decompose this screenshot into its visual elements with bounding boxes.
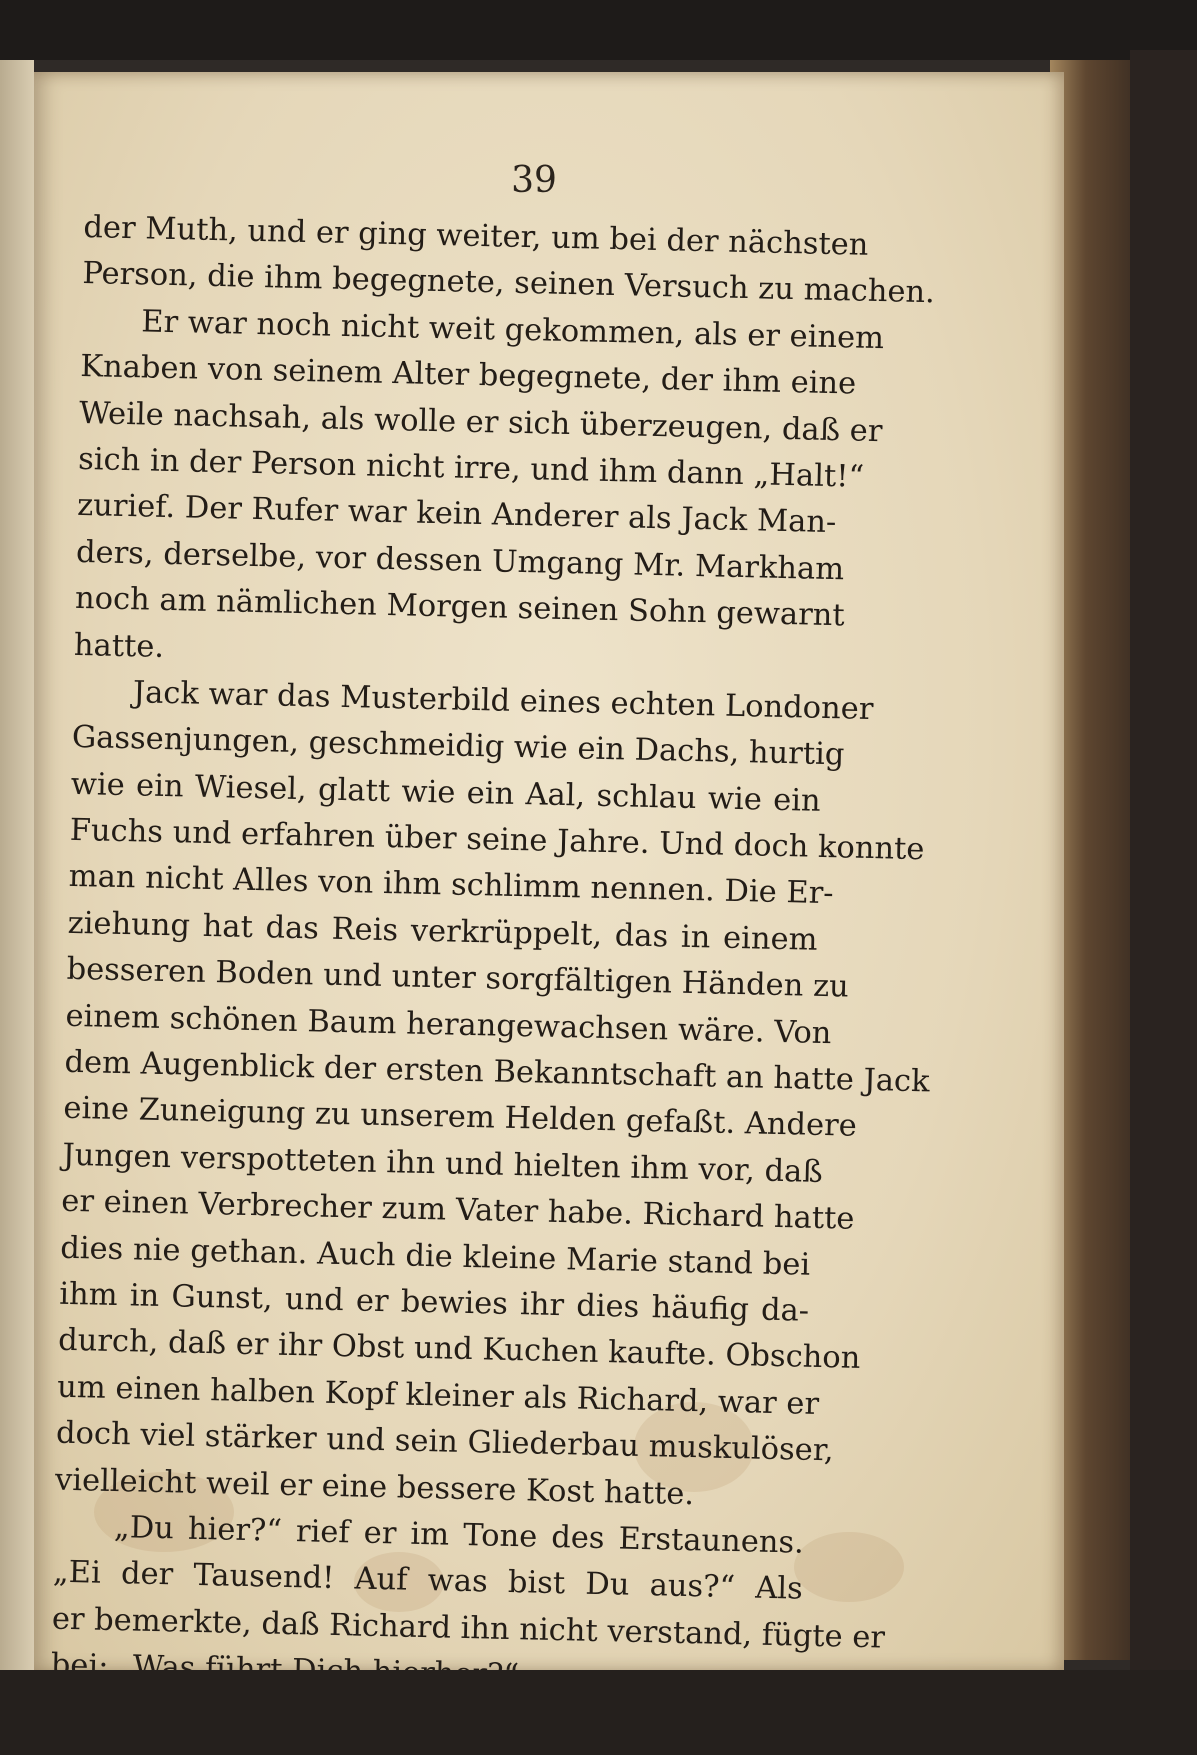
text-line: dies nie gethan. Auch die kleine Marie stand bei <box>59 1230 811 1283</box>
text-line: hatte. <box>73 627 165 665</box>
text-line: Weile nachsah, als wolle er sich überzeugen, daß er <box>78 395 883 449</box>
text-line: einem schönen Baum herangewachsen wäre. Von <box>65 998 832 1051</box>
page-number: 39 <box>511 160 557 201</box>
book-cover-right <box>1130 50 1197 1690</box>
book-cover-bottom <box>0 1670 1197 1755</box>
paper-stain <box>794 1532 904 1602</box>
text-line: Jungen verspotteten ihn und hielten ihm vor, daß <box>62 1137 824 1190</box>
text-line: eine Zuneigung zu unserem Helden gefaßt. Andere <box>63 1091 858 1145</box>
book-cover-top <box>0 0 1197 60</box>
text-line: ihm in Gunst, und er bewies ihr dies häufig da- <box>58 1276 810 1329</box>
text-line: um einen halben Kopf kleiner als Richard, war er <box>56 1369 820 1422</box>
text-line: besseren Boden und unter sorgfältigen Händen zu <box>66 952 850 1005</box>
left-page-edge <box>0 60 34 1670</box>
body-text <box>50 205 936 1706</box>
text-line: doch viel stärker und sein Gliederbau muskulöser, <box>55 1415 835 1469</box>
text-line: Person, die ihm begegnete, seinen Versuch zu machen. <box>82 256 936 311</box>
text-line: dem Augenblick der ersten Bekanntschaft an hatte Jack <box>64 1044 930 1100</box>
text-line: zurief. Der Rufer war kein Anderer als Jack Man- <box>76 488 837 541</box>
text-line: Fuchs und erfahren über seine Jahre. Und doch konnte <box>69 812 925 868</box>
text-line: ders, derselbe, vor dessen Umgang Mr. Markham <box>75 534 845 588</box>
text-line: durch, daß er ihr Obst und Kuchen kaufte. Obschon <box>57 1323 861 1377</box>
text-line: noch am nämlichen Morgen seinen Sohn gewarnt <box>74 581 846 634</box>
text-line: vielleicht weil er eine bessere Kost hatte. <box>54 1462 695 1512</box>
text-line: man nicht Alles von ihm schlimm nennen. Die Er- <box>68 859 834 912</box>
text-line: Jack war das Musterbild eines echten Londoner <box>132 675 874 727</box>
text-line: ziehung hat das Reis verkrüppelt, das in einem <box>67 905 818 958</box>
text-line: wie ein Wiesel, glatt wie ein Aal, schlau wie ein <box>70 766 822 819</box>
text-line: der Muth, und er ging weiter, um bei der nächsten <box>83 209 869 263</box>
text-line: „Ei der Tausend! Auf was bist Du aus?“ Als <box>52 1554 804 1607</box>
text-line: sich in der Person nicht irre, und ihm dann „Halt!“ <box>77 441 865 495</box>
text-line: Knaben von seinem Alter begegnete, der ihm eine <box>79 349 857 402</box>
text-line: „Du hier?“ rief er im Tone des Erstaunens. <box>113 1509 805 1561</box>
book-page <box>34 72 1064 1672</box>
text-line: er bemerkte, daß Richard ihn nicht verstand, fügte er <box>51 1601 886 1656</box>
text-line: er einen Verbrecher zum Vater habe. Richard hatte <box>60 1183 855 1237</box>
text-line: Er war noch nicht weit gekommen, als er einem <box>140 304 885 356</box>
text-line: Gassenjungen, geschmeidig wie ein Dachs, hurtig <box>71 720 845 773</box>
